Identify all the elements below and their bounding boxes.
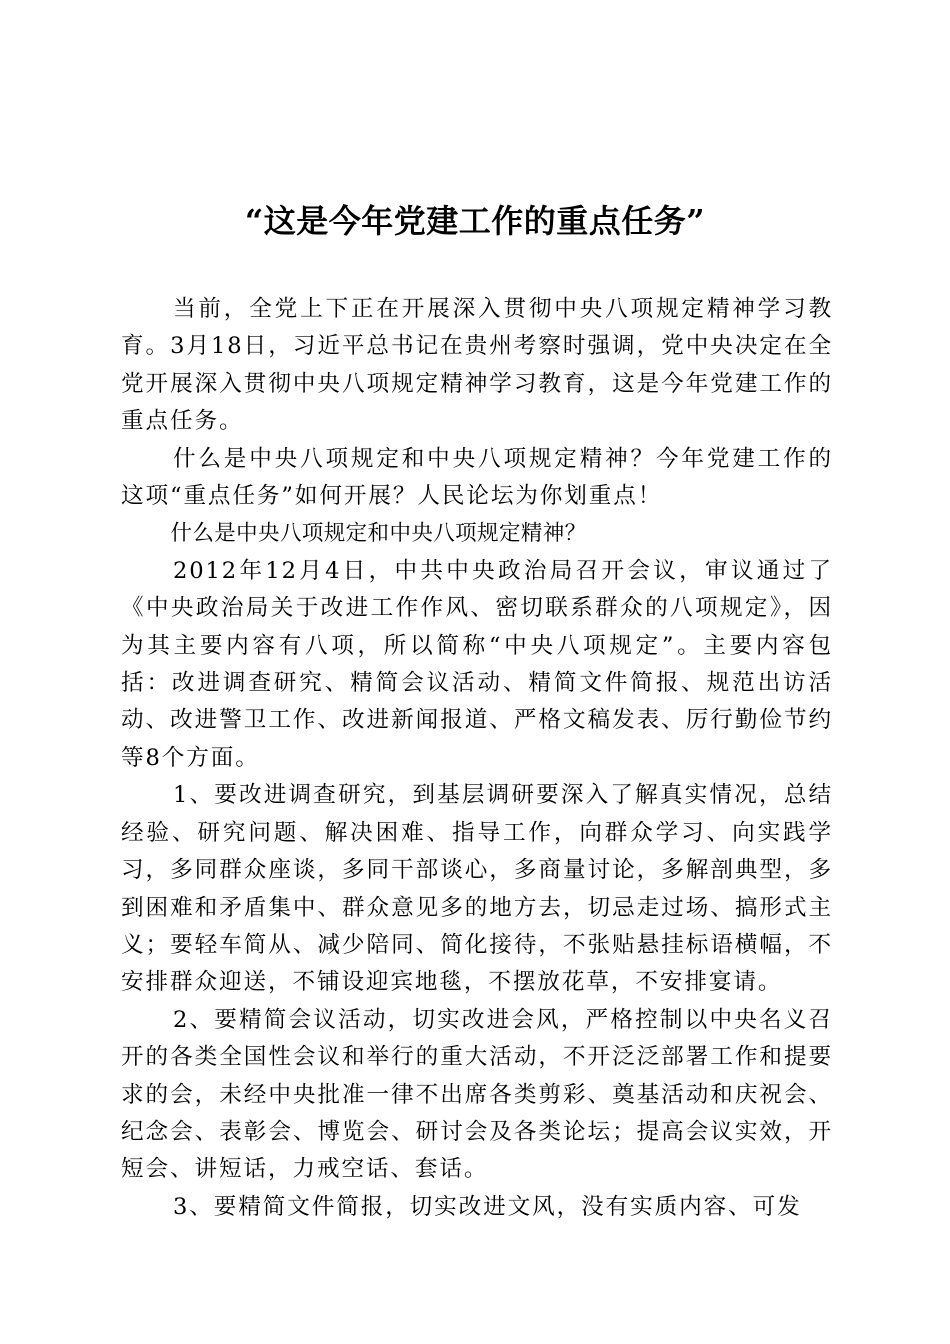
document-body	[121, 291, 833, 1226]
paragraph-item-1: 1、要改进调查研究，到基层调研要深入了解真实情况，总结经验、研究问题、解决困难、指导工作，向群众学习、向实践学习，多同群众座谈，多同干部谈心，多商量讨论，多解剖典型，多到困难和矛盾集中、群众意见多的地方去，切忌走过场、搞形式主义；要轻车简从、减少陪同、简化接待，不张贴悬挂标语横幅，不安排群众迎送，不铺设迎宾地毯，不摆放花草，不安排宴请。	[121, 782, 833, 996]
paragraph-item-2: 2、要精简会议活动，切实改进会风，严格控制以中央名义召开的各类全国性会议和举行的重大活动，不开泛泛部署工作和提要求的会，未经中央批准一律不出席各类剪彩、奠基活动和庆祝会、纪念会、表彰会、博览会、研讨会及各类论坛；提高会议实效，开短会、讲短话，力戒空话、套话。	[121, 1006, 833, 1183]
paragraph-item-3: 3、要精简文件简报，切实改进文风，没有实质内容、可发	[172, 1193, 802, 1220]
paragraph-background: 2012年12月4日，中共中央政治局召开会议，审议通过了《中央政治局关于改进工作作风、密切联系群众的八项规定》，因为其主要内容有八项，所以简称“中央八项规定”。主要内容包括：改进调查研究、精简会议活动、精简文件简报、规范出访活动、改进警卫工作、改进新闻报道、严格文稿发表、厉行勤俭节约等8个方面。	[121, 557, 833, 771]
paragraph-intro: 当前，全党上下正在开展深入贯彻中央八项规定精神学习教育。3月18日，习近平总书记在贵州考察时强调，党中央决定在全党开展深入贯彻中央八项规定精神学习教育，这是今年党建工作的重点任务。	[121, 296, 833, 435]
document-title: “这是今年党建工作的重点任务”	[244, 202, 706, 240]
paragraph-question: 什么是中央八项规定和中央八项规定精神？今年党建工作的这项“重点任务”如何开展？人民论坛为你划重点！	[121, 445, 833, 510]
section-heading: 什么是中央八项规定和中央八项规定精神？	[170, 521, 587, 547]
